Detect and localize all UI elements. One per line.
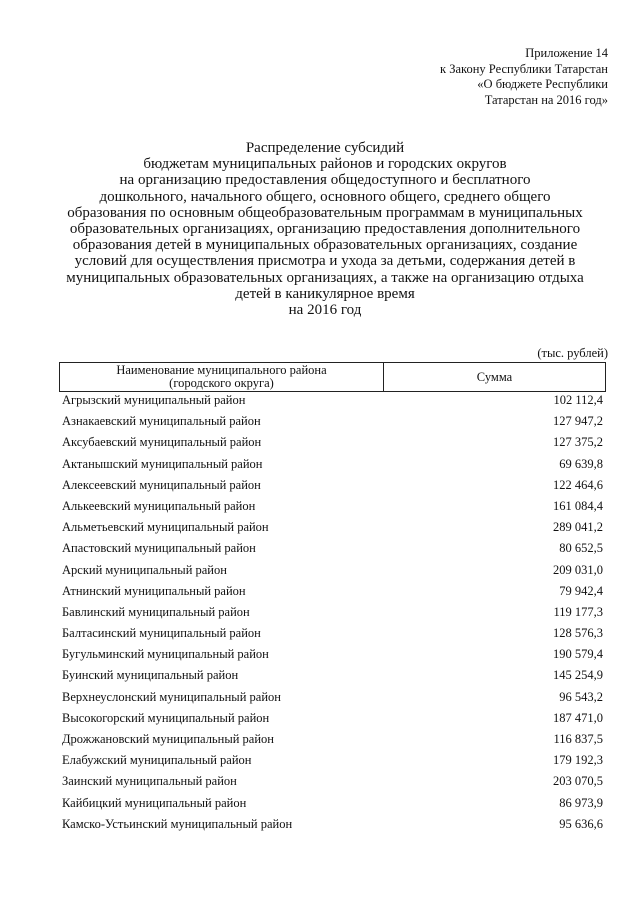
title-line: на организацию предоставления общедоступного и бесплатного (119, 172, 531, 189)
table-row (62, 774, 603, 795)
table-row (62, 563, 603, 584)
row-sum-value: 79 942,4 (559, 583, 603, 598)
row-district-name: Апастовский муниципальный район (62, 541, 256, 556)
row-sum-value: 187 471,0 (553, 710, 603, 725)
row-sum-value: 209 031,0 (553, 562, 603, 577)
row-district-name: Атнинский муниципальный район (62, 583, 246, 598)
row-district-name: Альметьевский муниципальный район (62, 520, 269, 535)
table-row (62, 435, 603, 456)
column-header-name (60, 363, 384, 392)
title-line: муниципальных образовательных организациях, а также на организацию отдыха (66, 269, 584, 286)
row-sum-value: 69 639,8 (559, 456, 603, 471)
table-row (62, 668, 603, 689)
annex-number: Приложение 14 (525, 46, 608, 60)
row-district-name: Алексеевский муниципальный район (62, 477, 261, 492)
row-sum-value: 116 837,5 (553, 732, 603, 746)
row-district-name: Алькеевский муниципальный район (62, 498, 256, 513)
column-header-name-line1: Наименование муниципального района (116, 363, 327, 377)
table-row (62, 711, 603, 732)
title-line: условий для осуществления присмотра и ухода за детьми, содержания детей в (74, 253, 576, 270)
table-row (62, 414, 603, 435)
row-district-name: Высокогорский муниципальный район (62, 710, 270, 725)
table-row (62, 796, 603, 817)
row-district-name: Кайбицкий муниципальный район (62, 795, 247, 810)
row-sum-value: 161 084,4 (553, 498, 603, 513)
table-row (62, 541, 603, 562)
annex-law: к Закону Республики Татарстан (440, 61, 608, 76)
title-line: образовательных организациях, организацию предоставления дополнительного (69, 221, 581, 238)
row-district-name: Буинский муниципальный район (62, 668, 239, 683)
table-row (62, 626, 603, 647)
table-row (62, 457, 603, 478)
table-row (62, 499, 603, 520)
units-label: (тыс. рублей) (537, 346, 608, 360)
title-line: бюджетам муниципальных районов и городских округов (143, 156, 507, 173)
row-district-name: Азнакаевский муниципальный район (62, 414, 261, 429)
row-sum-value: 190 579,4 (553, 647, 603, 662)
table-row (62, 753, 603, 774)
annex-law-title-1: «О бюджете Республики (477, 77, 608, 91)
table-row (62, 690, 603, 711)
table-row (62, 732, 603, 753)
row-district-name: Камско-Устьинский муниципальный район (62, 816, 293, 831)
document-title (60, 140, 590, 318)
row-sum-value: 127 947,2 (553, 414, 603, 429)
title-line: дошкольного, начального общего, основного общего, среднего общего (99, 188, 551, 205)
annex-header (440, 46, 608, 108)
table-row (62, 584, 603, 605)
row-sum-value: 203 070,5 (553, 774, 603, 789)
title-line: Распределение субсидий (245, 140, 405, 156)
row-district-name: Елабужский муниципальный район (62, 753, 252, 768)
row-district-name: Балтасинский муниципальный район (62, 626, 261, 641)
row-sum-value: 122 464,6 (553, 477, 603, 492)
table-row (62, 478, 603, 499)
row-sum-value: 145 254,9 (553, 668, 603, 683)
row-sum-value: 127 375,2 (553, 435, 603, 450)
table-row (62, 647, 603, 668)
row-sum-value: 102 112,4 (553, 393, 603, 407)
row-sum-value: 289 041,2 (553, 520, 603, 535)
table-body (62, 393, 603, 838)
row-sum-value: 119 177,3 (553, 604, 603, 619)
row-district-name: Бугульминский муниципальный район (62, 647, 269, 662)
column-header-name-line2: (городского округа) (169, 376, 274, 390)
row-district-name: Верхнеуслонский муниципальный район (62, 689, 281, 704)
row-district-name: Бавлинский муниципальный район (62, 604, 250, 619)
column-header-sum: Сумма (384, 363, 606, 392)
row-sum-value: 95 636,6 (559, 816, 603, 831)
title-line: на 2016 год (288, 302, 362, 319)
annex-law-title-2: Татарстан на 2016 год» (484, 92, 608, 107)
row-district-name: Заинский муниципальный район (62, 774, 237, 789)
row-district-name: Аксубаевский муниципальный район (62, 435, 262, 450)
row-district-name: Агрызский муниципальный район (62, 393, 246, 407)
row-sum-value: 128 576,3 (553, 626, 603, 641)
table-row (62, 817, 603, 838)
row-district-name: Дрожжановский муниципальный район (62, 732, 274, 746)
row-sum-value: 80 652,5 (559, 541, 603, 556)
row-sum-value: 179 192,3 (553, 753, 603, 768)
title-line: образования по основным общеобразовательным программам в муниципальных (67, 204, 583, 221)
row-district-name: Арский муниципальный район (62, 562, 227, 577)
table-header (59, 362, 606, 392)
title-line: детей в каникулярное время (235, 285, 415, 302)
table-row (62, 520, 603, 541)
row-sum-value: 86 973,9 (559, 795, 603, 810)
table-row (62, 393, 603, 414)
row-sum-value: 96 543,2 (559, 689, 603, 704)
table-row (62, 605, 603, 626)
row-district-name: Актанышский муниципальный район (62, 456, 263, 471)
title-line: образования детей в муниципальных образовательных организациях, создание (72, 237, 578, 254)
